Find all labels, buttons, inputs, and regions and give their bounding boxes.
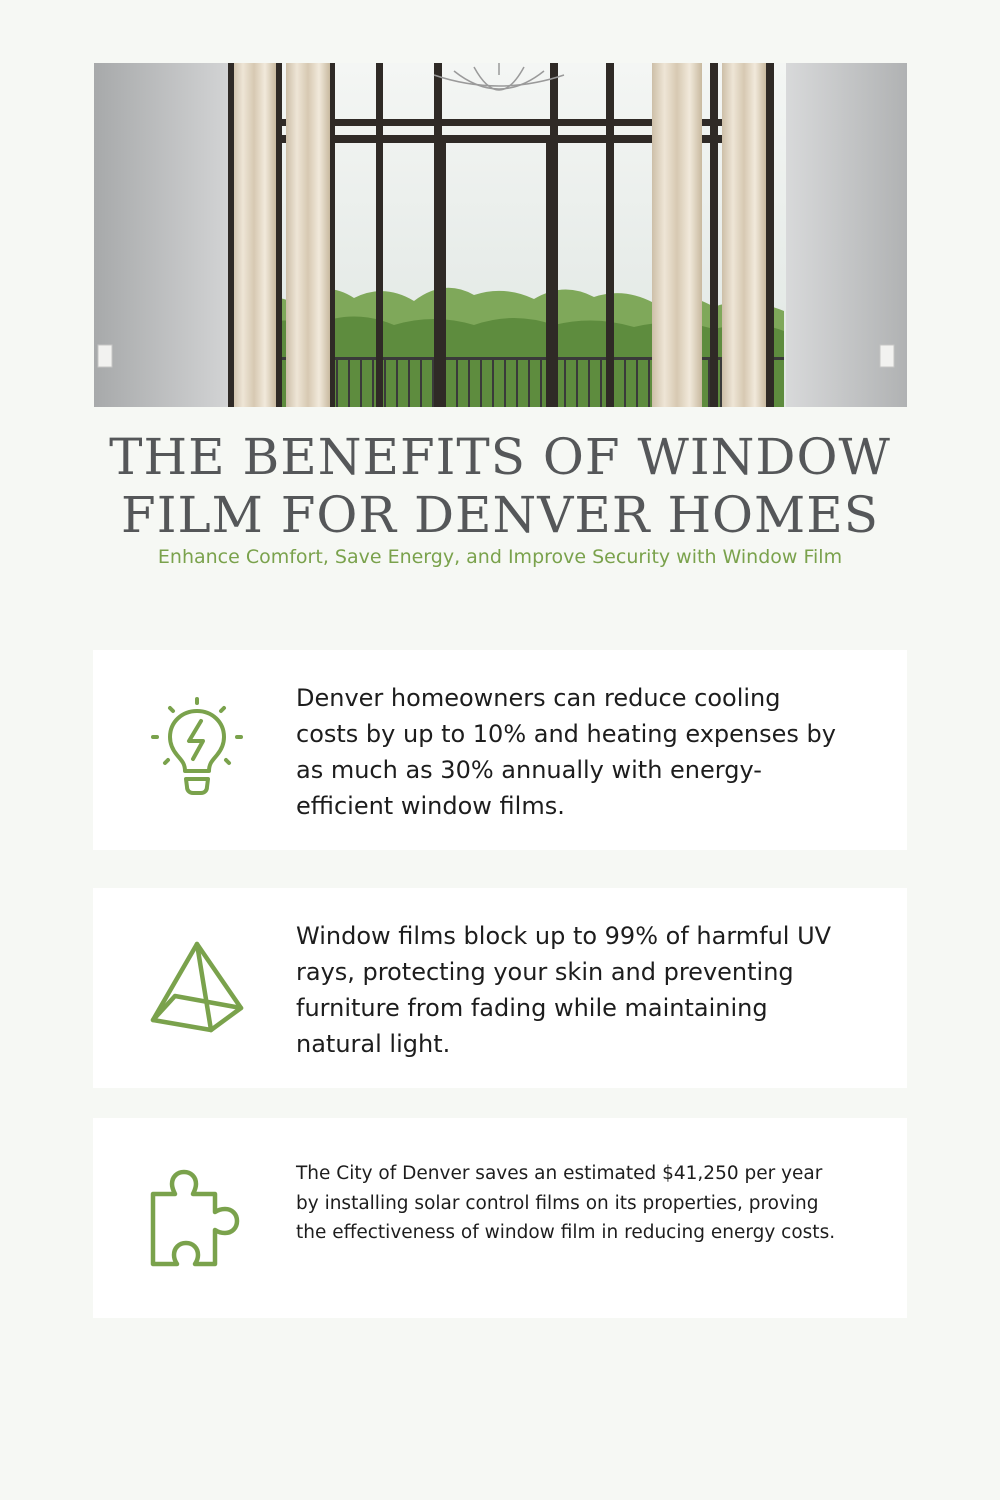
- page-subtitle: Enhance Comfort, Save Energy, and Improve Security with Window Film: [157, 546, 843, 568]
- title-line-1: THE BENEFITS OF WINDOW: [109, 428, 891, 486]
- hero-image: [94, 63, 907, 407]
- benefit-text-energy: Denver homeowners can reduce cooling costs by up to 10% and heating expenses by as much as 30% annually with energy-efficient window films.: [296, 684, 836, 820]
- pyramid-prism-icon: [145, 936, 249, 1040]
- lightbulb-bolt-icon: [145, 697, 249, 801]
- benefit-text-city: The City of Denver saves an estimated $41,250 per year by installing solar control films on its properties, proving the effectiveness of window film in reducing energy costs.: [296, 1163, 836, 1243]
- page-title: [60, 428, 940, 544]
- puzzle-piece-icon: [145, 1168, 249, 1272]
- benefit-text-uv: Window films block up to 99% of harmful UV rays, protecting your skin and preventing furniture from fading while maintaining natural light.: [296, 922, 832, 1058]
- title-line-2: FILM FOR DENVER HOMES: [121, 486, 879, 544]
